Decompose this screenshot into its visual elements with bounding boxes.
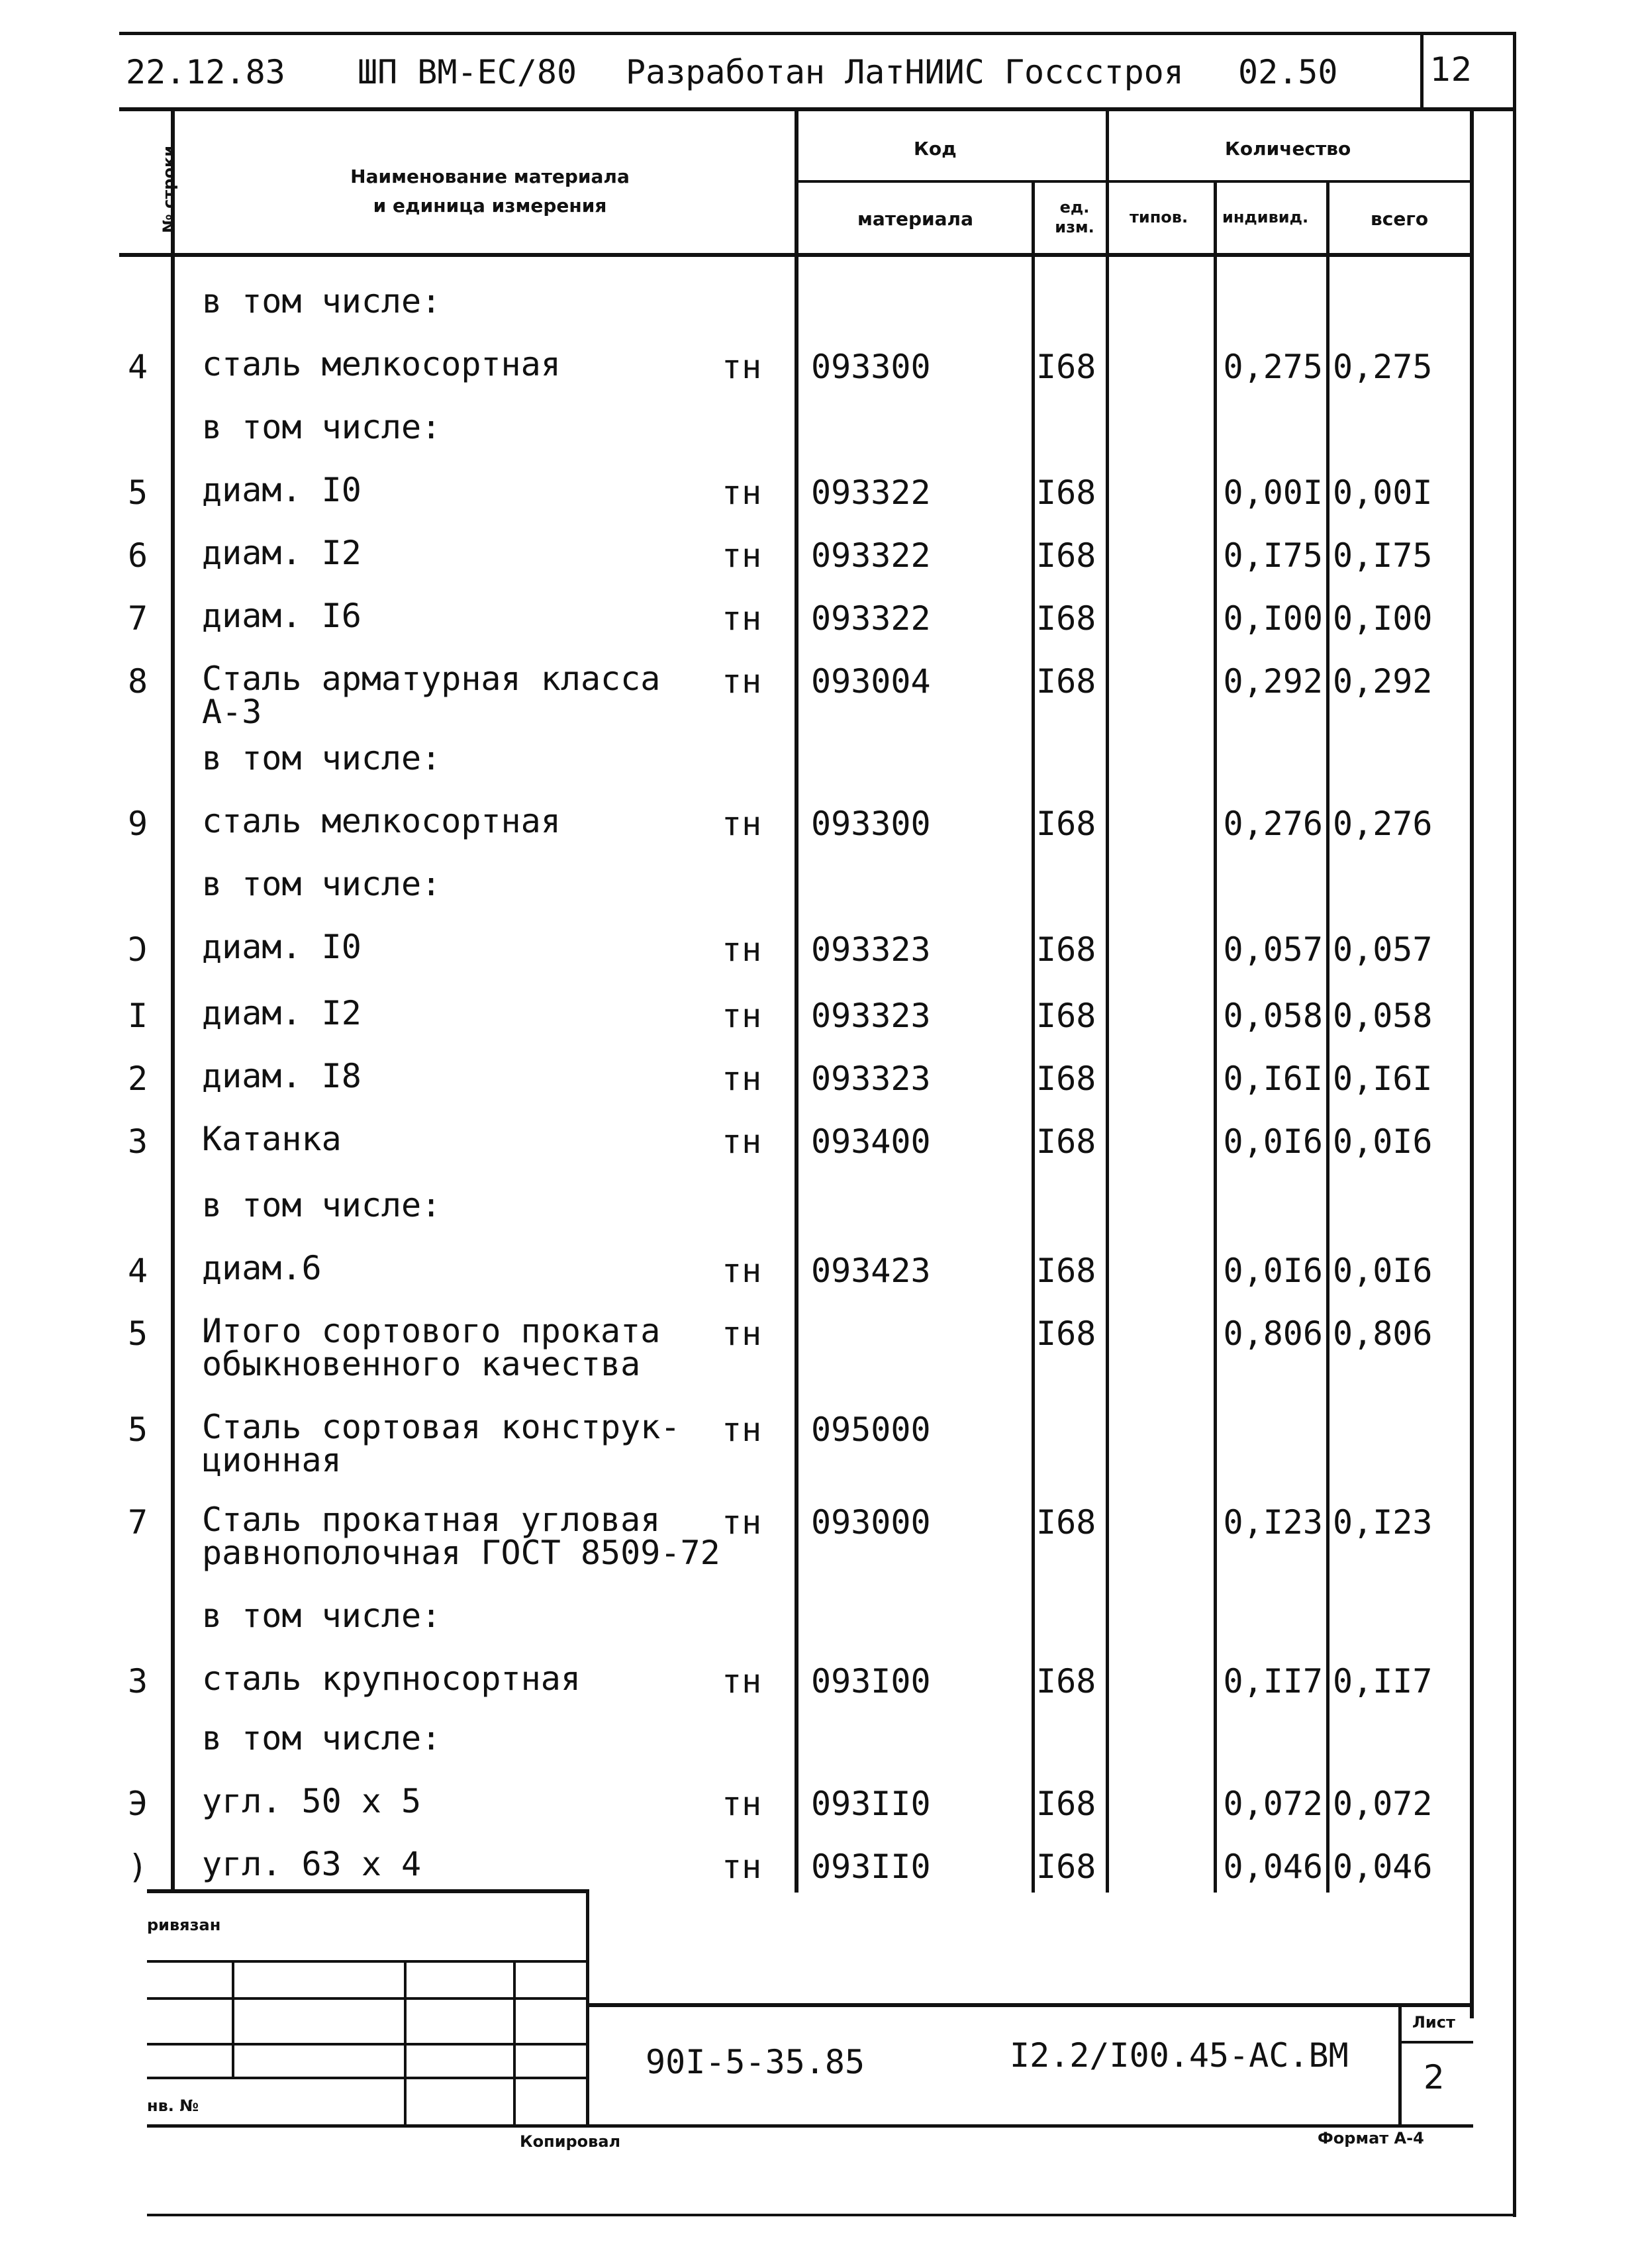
row-number: 7 (127, 599, 148, 638)
tb-h2 (147, 1997, 589, 2000)
row-material-code: 093423 (811, 1252, 931, 1290)
row-material-code: 093000 (811, 1503, 931, 1542)
row-unit-code: I68 (1036, 662, 1096, 701)
colhead-mid (798, 180, 1473, 183)
col-unit: ед. изм. (1055, 198, 1094, 236)
row-material-code: 093323 (811, 930, 931, 969)
row-material-code: 093I00 (811, 1662, 931, 1701)
header-date: 22.12.83 (126, 53, 285, 91)
row-number: 4 (127, 1252, 148, 1290)
row-qty-total: 0,I75 (1333, 536, 1433, 575)
row-name: диам. I8 (202, 1057, 362, 1095)
row-unit-code: I68 (1036, 997, 1096, 1035)
row-qty-individual: 0,I23 (1223, 1503, 1323, 1542)
row-qty-total: 0,058 (1333, 997, 1433, 1035)
col-material: материала (857, 208, 973, 230)
row-unit-code: I68 (1036, 536, 1096, 575)
col-typ: типов. (1130, 208, 1188, 226)
col-total: всего (1371, 208, 1429, 230)
row-unit: тн (722, 1122, 762, 1161)
row-qty-individual: 0,806 (1223, 1314, 1323, 1353)
row-qty-individual: 0,046 (1223, 1848, 1323, 1886)
row-unit: тн (722, 1314, 762, 1353)
row-material-code: 093323 (811, 1060, 931, 1098)
row-unit-code: I68 (1036, 1122, 1096, 1161)
row-unit: тн (722, 473, 762, 512)
row-number: 3 (127, 1662, 148, 1701)
row-name: в том числе: (202, 1719, 442, 1757)
row-qty-total: 0,806 (1333, 1314, 1433, 1353)
row-unit: тн (722, 1503, 762, 1542)
row-material-code: 093400 (811, 1122, 931, 1161)
row-name: сталь мелкосортная (202, 802, 561, 840)
row-name: Сталь арматурная класса А-3 (202, 660, 661, 731)
row-qty-total: 0,I6I (1333, 1060, 1433, 1098)
row-material-code: 093300 (811, 348, 931, 386)
row-unit: тн (722, 662, 762, 701)
row-unit-code: I68 (1036, 1252, 1096, 1290)
row-name: Катанка (202, 1120, 342, 1158)
row-name: диам. I0 (202, 928, 362, 966)
vline-rowno (171, 111, 175, 1893)
row-name: сталь крупносортная (202, 1659, 581, 1698)
tb-doc2: I2.2/I00.45-АС.ВМ (1010, 2036, 1349, 2075)
row-number: 3 (127, 1122, 148, 1161)
row-number: 8 (127, 662, 148, 701)
row-material-code: 095000 (811, 1410, 931, 1449)
row-number: 4 (127, 348, 148, 386)
row-number: Ͻ (127, 930, 148, 969)
row-qty-total: 0,057 (1333, 930, 1433, 969)
row-qty-individual: 0,072 (1223, 1785, 1323, 1823)
row-material-code: 093300 (811, 805, 931, 843)
row-qty-total: 0,072 (1333, 1785, 1433, 1823)
header-developer: Разработан ЛатНИИС Госсстроя (626, 53, 1184, 91)
row-material-code: 093322 (811, 473, 931, 512)
tb-list-vline (1398, 2003, 1402, 2128)
row-unit: тн (722, 1060, 762, 1098)
row-name: Сталь прокатная угловая равнополочная ГОСТ 8509-72 (202, 1501, 720, 1572)
tb-left-vline (586, 1889, 589, 2128)
row-unit: тн (722, 805, 762, 843)
vline-ind (1326, 183, 1329, 1893)
row-name: диам. I2 (202, 994, 362, 1032)
row-name: в том числе: (202, 865, 442, 903)
row-material-code: 093004 (811, 662, 931, 701)
row-name: в том числе: (202, 282, 442, 320)
row-name: угл. 63 х 4 (202, 1845, 422, 1883)
row-unit-code: I68 (1036, 473, 1096, 512)
row-name: диам.6 (202, 1249, 322, 1287)
tb-inv: нв. № (147, 2096, 199, 2115)
row-unit-code: I68 (1036, 348, 1096, 386)
row-name: сталь мелкосортная (202, 345, 561, 383)
row-qty-total: 0,046 (1333, 1848, 1433, 1886)
vline-right (1470, 111, 1474, 2018)
row-name: в том числе: (202, 408, 442, 446)
row-unit-code: I68 (1036, 1314, 1096, 1353)
row-number: Э (127, 1785, 148, 1823)
header-number: 02.50 (1238, 53, 1338, 91)
row-unit-code: I68 (1036, 1785, 1096, 1823)
frame-bottom (147, 2214, 1516, 2216)
tb-format: Формат А-4 (1318, 2129, 1424, 2147)
row-qty-individual: 0,058 (1223, 997, 1323, 1035)
row-name: в том числе: (202, 1186, 442, 1224)
row-number: I (127, 997, 148, 1035)
row-unit: тн (722, 1252, 762, 1290)
row-qty-total: 0,275 (1333, 348, 1433, 386)
row-qty-total: 0,I00 (1333, 599, 1433, 638)
row-unit-code: I68 (1036, 1060, 1096, 1098)
col-indiv: индивид. (1222, 208, 1309, 226)
row-material-code: 093II0 (811, 1785, 931, 1823)
row-number: 6 (127, 536, 148, 575)
row-number: ) (127, 1848, 148, 1886)
row-qty-total: 0,00I (1333, 473, 1433, 512)
row-material-code: 093II0 (811, 1848, 931, 1886)
row-qty-individual: 0,276 (1223, 805, 1323, 843)
tb-list-label: Лист (1412, 2013, 1455, 2032)
row-unit: тн (722, 348, 762, 386)
row-qty-total: 0,0I6 (1333, 1252, 1433, 1290)
row-material-code: 093322 (811, 536, 931, 575)
row-material-code: 093323 (811, 997, 931, 1035)
row-name: Итого сортового проката обыкновенного качества (202, 1312, 661, 1383)
header-page-mark: 12 (1430, 50, 1473, 89)
row-unit-code: I68 (1036, 1848, 1096, 1886)
header-bottom-line (119, 107, 1516, 111)
row-number: 5 (127, 1314, 148, 1353)
row-qty-total: 0,0I6 (1333, 1122, 1433, 1161)
vline-name (795, 111, 798, 1893)
row-unit: тн (722, 1785, 762, 1823)
row-name: угл. 50 х 5 (202, 1782, 422, 1820)
row-unit-code: I68 (1036, 805, 1096, 843)
row-material-code: 093322 (811, 599, 931, 638)
tb-privyazan: ривязан (147, 1916, 221, 1934)
row-qty-individual: 0,II7 (1223, 1662, 1323, 1701)
row-number: 5 (127, 473, 148, 512)
row-qty-individual: 0,0I6 (1223, 1122, 1323, 1161)
row-qty-individual: 0,057 (1223, 930, 1323, 969)
row-unit: тн (722, 930, 762, 969)
row-qty-individual: 0,I75 (1223, 536, 1323, 575)
vline-code (1032, 183, 1035, 1893)
tb-v2 (404, 1960, 407, 2126)
tb-doc1: 90I-5-35.85 (646, 2043, 865, 2081)
tb-copied: Копировал (520, 2132, 621, 2151)
tb-v1 (232, 1960, 234, 2079)
tb-list-hline (1398, 2041, 1473, 2044)
frame-right (1513, 32, 1516, 2217)
row-number: 7 (127, 1503, 148, 1542)
header-top-line (119, 32, 1516, 35)
row-unit-code: I68 (1036, 1503, 1096, 1542)
row-number: 9 (127, 805, 148, 843)
row-unit: тн (722, 1410, 762, 1449)
tb-h4 (147, 2077, 589, 2079)
col-name: Наименование материала и единица измерения (350, 166, 630, 217)
row-name: в том числе: (202, 1597, 442, 1635)
row-qty-total: 0,II7 (1333, 1662, 1433, 1701)
header-code: ШП ВМ-ЕС/80 (358, 53, 577, 91)
row-unit: тн (722, 1848, 762, 1886)
row-name: в том числе: (202, 739, 442, 777)
tb-top (147, 1889, 589, 1893)
vline-typ (1214, 183, 1217, 1893)
col-row-no: № строки (160, 145, 178, 234)
tb-main-top (586, 2003, 1473, 2007)
row-qty-total: 0,292 (1333, 662, 1433, 701)
tb-h1 (147, 1960, 589, 1963)
row-unit: тн (722, 1662, 762, 1701)
col-qty: Количество (1225, 138, 1351, 160)
row-qty-individual: 0,I00 (1223, 599, 1323, 638)
row-unit: тн (722, 997, 762, 1035)
row-unit: тн (722, 599, 762, 638)
row-qty-individual: 0,275 (1223, 348, 1323, 386)
tb-list-no: 2 (1424, 2058, 1445, 2096)
tb-h3 (147, 2043, 589, 2046)
row-unit-code: I68 (1036, 1662, 1096, 1701)
tb-v3 (513, 1960, 516, 2126)
row-number: 5 (127, 1410, 148, 1449)
row-unit-code: I68 (1036, 930, 1096, 969)
row-qty-total: 0,276 (1333, 805, 1433, 843)
col-kod: Код (914, 138, 957, 160)
row-qty-total: 0,I23 (1333, 1503, 1433, 1542)
row-qty-individual: 0,00I (1223, 473, 1323, 512)
row-unit: тн (722, 536, 762, 575)
row-name: Сталь сортовая конструк- ционная (202, 1408, 681, 1479)
header-divider (1420, 32, 1424, 110)
row-qty-individual: 0,I6I (1223, 1060, 1323, 1098)
row-name: диам. I2 (202, 534, 362, 572)
row-unit-code: I68 (1036, 599, 1096, 638)
tb-main-bottom (147, 2124, 1473, 2128)
row-number: 2 (127, 1060, 148, 1098)
row-name: диам. I0 (202, 471, 362, 509)
row-qty-individual: 0,0I6 (1223, 1252, 1323, 1290)
row-qty-individual: 0,292 (1223, 662, 1323, 701)
row-name: диам. I6 (202, 597, 362, 635)
